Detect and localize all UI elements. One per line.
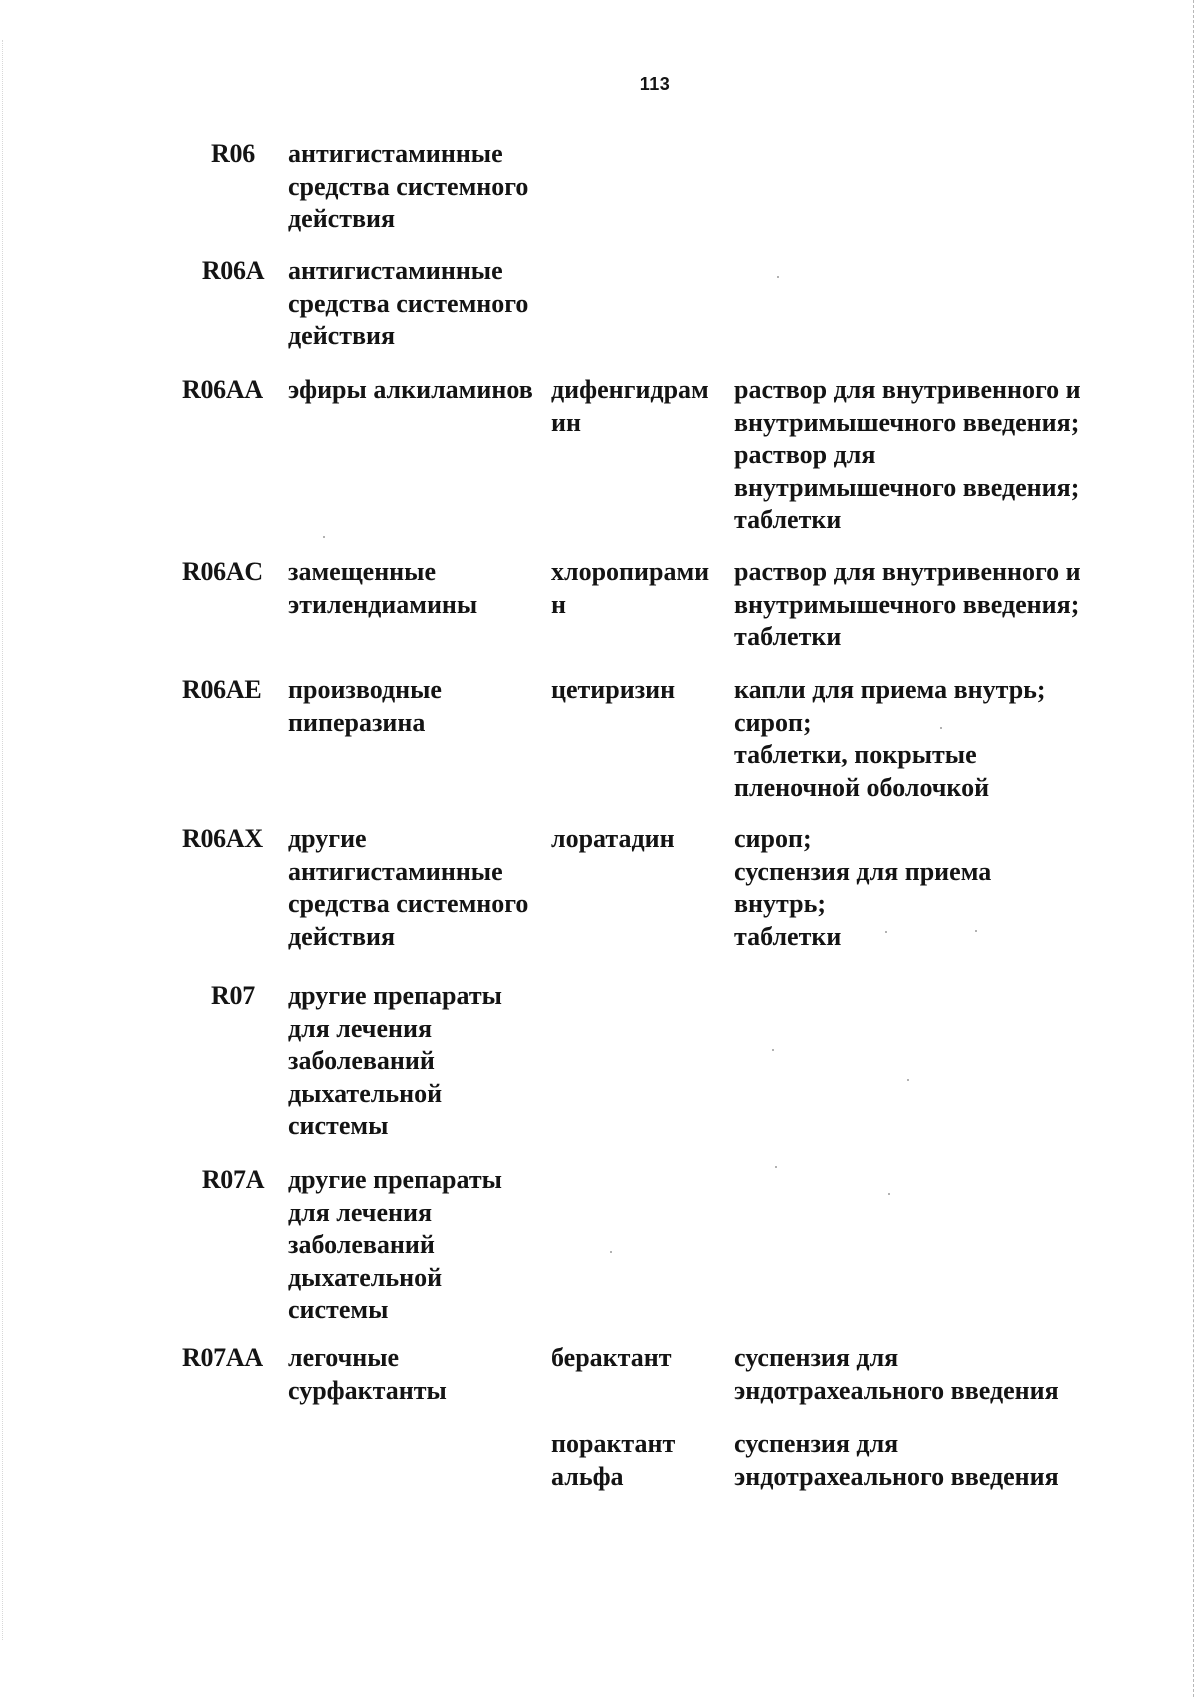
dosage-forms-line: суспензия для [734, 1343, 899, 1372]
scan-speck [323, 536, 325, 538]
atc-code: R06AX [182, 824, 263, 853]
group-name-line: заболеваний [288, 1230, 435, 1259]
dosage-forms-line: сироп; [734, 707, 812, 737]
scan-speck [885, 931, 887, 933]
atc-code: R06AC [182, 557, 263, 586]
atc-code: R07A [201, 1165, 265, 1194]
group-name-line: этилендиамины [288, 589, 478, 619]
drug-name [551, 674, 731, 707]
group-name-line: антигистаминные [288, 856, 503, 886]
dosage-forms [734, 556, 1174, 654]
dosage-forms [734, 1342, 1174, 1407]
drug-name-line: лоратадин [551, 824, 675, 853]
group-name [288, 980, 550, 1143]
drug-name-line: цетиризин [551, 675, 676, 704]
group-name [288, 674, 550, 739]
dosage-forms-line: внутримышечного введения; [734, 589, 1080, 619]
group-name-line: легочные [288, 1343, 400, 1372]
group-name-line: средства системного [288, 171, 529, 201]
group-name-line: антигистаминные [288, 256, 503, 285]
group-name [288, 374, 550, 407]
atc-code: R06 [211, 139, 255, 168]
drug-name [551, 823, 731, 856]
dosage-forms-line: внутримышечного введения; [734, 407, 1080, 437]
group-name [288, 1342, 550, 1407]
group-name-line: производные [288, 675, 442, 704]
dosage-forms [734, 1428, 1174, 1493]
group-name-line: действия [288, 921, 396, 951]
group-name-line: средства системного [288, 889, 529, 918]
dosage-forms-line: таблетки [734, 505, 842, 534]
group-name-line: для лечения [288, 1197, 433, 1227]
atc-code: R07AA [182, 1343, 263, 1372]
scan-speck [888, 1193, 890, 1195]
dosage-forms-line: эндотрахеального введения [734, 1461, 1059, 1491]
group-name-line: замещенные [288, 557, 436, 586]
drug-name-line: берактант [551, 1343, 672, 1372]
drug-name-line: альфа [551, 1461, 624, 1491]
group-name-line: антигистаминные [288, 139, 503, 168]
dosage-forms-line: сироп; [734, 824, 812, 853]
group-name-line: другие [288, 824, 367, 853]
dosage-forms-line: эндотрахеального введения [734, 1375, 1059, 1405]
drug-name [551, 1428, 731, 1493]
group-name-line: другие препараты [288, 981, 502, 1010]
group-name-line: дыхательной [288, 1262, 443, 1292]
dosage-forms [734, 823, 1174, 953]
drug-name-line: дифенгидрам [551, 375, 709, 404]
dosage-forms-line: таблетки [734, 921, 842, 951]
group-name-line: сурфактанты [288, 1375, 447, 1405]
group-name [288, 1164, 550, 1327]
group-name-line: действия [288, 321, 396, 350]
group-name-line: системы [288, 1295, 389, 1324]
group-name-line: пиперазина [288, 707, 426, 737]
drug-name-line: ин [551, 407, 581, 437]
group-name-line: другие препараты [288, 1165, 502, 1194]
dosage-forms-line: капли для приема внутрь; [734, 675, 1046, 704]
group-name-line: заболеваний [288, 1046, 435, 1075]
scan-edge-right [1193, 0, 1194, 1697]
group-name-line: эфиры алкиламинов [288, 375, 533, 404]
atc-code: R07 [211, 981, 255, 1010]
dosage-forms [734, 674, 1174, 804]
group-name-line: для лечения [288, 1013, 433, 1043]
dosage-forms [734, 374, 1174, 537]
atc-code: R06AA [182, 375, 263, 404]
drug-name-line: порактант [551, 1429, 676, 1458]
dosage-forms-line: раствор для внутривенного и [734, 375, 1081, 404]
dosage-forms-line: суспензия для приема [734, 856, 992, 886]
dosage-forms-line: таблетки, покрытые [734, 740, 977, 769]
scan-speck [975, 930, 977, 932]
atc-code: R06A [201, 256, 265, 285]
scan-speck [610, 1251, 612, 1253]
scan-speck [775, 1166, 777, 1168]
dosage-forms-line: внутрь; [734, 889, 826, 918]
scan-speck [940, 727, 942, 729]
drug-name [551, 1342, 731, 1375]
scan-speck [772, 1049, 774, 1051]
dosage-forms-line: раствор для внутривенного и [734, 557, 1081, 586]
dosage-forms-line: пленочной оболочкой [734, 772, 990, 802]
dosage-forms-line: таблетки [734, 622, 842, 651]
scan-edge-left [2, 40, 3, 1640]
group-name-line: средства системного [288, 288, 529, 318]
drug-name-line: хлоропирами [551, 557, 710, 586]
drug-name [551, 374, 731, 439]
group-name-line: системы [288, 1111, 389, 1140]
group-name-line: дыхательной [288, 1078, 443, 1108]
dosage-forms-line: раствор для [734, 440, 876, 469]
dosage-forms-line: внутримышечного введения; [734, 472, 1080, 502]
scan-speck [777, 276, 779, 278]
group-name [288, 138, 550, 236]
group-name-line: действия [288, 204, 396, 233]
group-name [288, 823, 550, 953]
scan-speck [907, 1079, 909, 1081]
drug-name [551, 556, 731, 621]
group-name [288, 255, 550, 353]
drug-name-line: н [551, 589, 566, 619]
page-number: 113 [639, 74, 671, 94]
atc-code: R06AE [182, 675, 262, 704]
dosage-forms-line: суспензия для [734, 1429, 899, 1458]
group-name [288, 556, 550, 621]
